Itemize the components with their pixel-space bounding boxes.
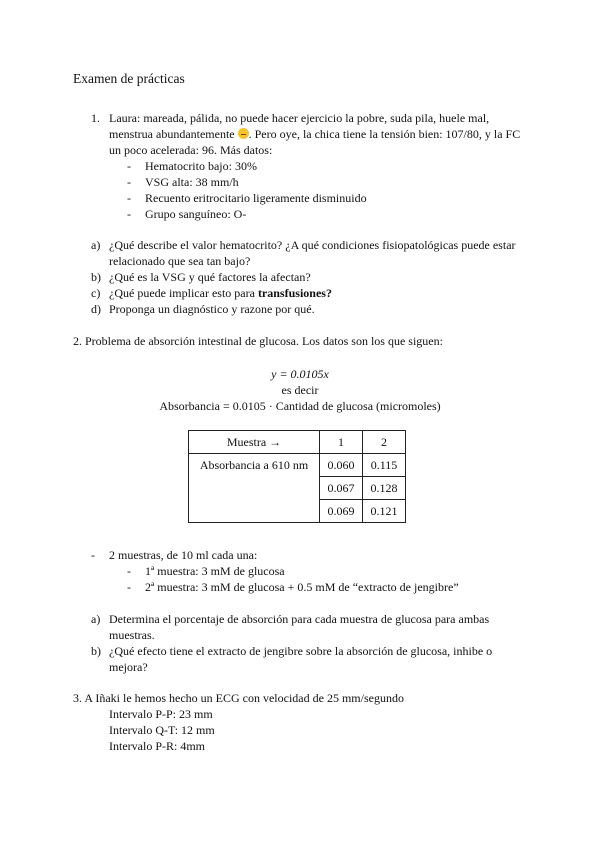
q1b-label: b): [91, 270, 101, 284]
table-header-cell: 2: [363, 431, 406, 454]
table-cell: 0.069: [320, 500, 363, 523]
dash-marker: -: [127, 159, 131, 173]
q1d-label: d): [91, 302, 101, 316]
table-cell: 0.060: [320, 454, 363, 477]
q3-intro: 3. A Iñaki le hemos hecho un ECG con velocidad de 25 mm/segundo: [73, 691, 404, 705]
table-row-label: Absorbancia a 610 nm: [189, 454, 320, 523]
q2b-line1: ¿Qué efecto tiene el extracto de jengibre sobre la absorción de glucosa, inhibe o: [109, 644, 493, 658]
q1a-line2: relacionado que sea tan bajo?: [109, 254, 251, 268]
q1-number: 1.: [91, 111, 100, 125]
q3-interval: Intervalo P-P: 23 mm: [109, 707, 213, 721]
q1c-text: [109, 285, 332, 301]
q1-line3: un poco acelerada: 96. Más datos:: [109, 143, 273, 157]
q2-intro: 2. Problema de absorción intestinal de glucosa. Los datos son los que siguen:: [73, 334, 443, 348]
q1-bullet: Recuento eritrocitario ligeramente disminuido: [145, 191, 367, 205]
q2a-line2: muestras.: [109, 628, 155, 642]
dash-marker: -: [127, 580, 131, 594]
q2-sample-main: 2 muestras, de 10 ml cada una:: [109, 548, 258, 562]
q2b-label: b): [91, 644, 101, 658]
q1-line2b: . Pero oye, la chica tiene la tensión bien: 107/80, y la FC: [248, 127, 521, 141]
q3-interval: Intervalo P-R: 4mm: [109, 739, 205, 753]
page-title: Examen de prácticas: [73, 71, 185, 86]
q1d-text: Proponga un diagnóstico y razone por qué.: [109, 302, 315, 316]
q1a-label: a): [91, 238, 101, 252]
absorbance-table: [188, 430, 406, 523]
q1-line1: Laura: mareada, pálida, no puede hacer ejercicio la pobre, suda pila, huele mal,: [109, 111, 490, 125]
q1-bullet: VSG alta: 38 mm/h: [145, 175, 239, 189]
q1-line2a: menstrua abundantemente: [109, 127, 235, 141]
q3-interval: Intervalo Q-T: 12 mm: [109, 723, 215, 737]
q1c-label: c): [91, 286, 101, 300]
q1-line2: [109, 126, 520, 142]
dash-marker: -: [127, 207, 131, 221]
q2-sample: 2ª muestra: 3 mM de glucosa + 0.5 mM de “extracto de jengibre”: [145, 580, 459, 594]
table-cell: 0.121: [363, 500, 406, 523]
q1-bullet: Hematocrito bajo: 30%: [145, 159, 257, 173]
dash-marker: -: [91, 548, 95, 562]
q2-es-decir: es decir: [281, 383, 319, 397]
table-cell: 0.128: [363, 477, 406, 500]
q1c-bold: transfusiones?: [257, 286, 332, 300]
table-cell: 0.115: [363, 454, 406, 477]
q2b-line2: mejora?: [109, 660, 148, 674]
table-header-cell: Muestra →: [189, 431, 320, 454]
q2-formula2: Absorbancia = 0.0105 · Cantidad de glucosa (micromoles): [159, 399, 441, 413]
dash-marker: -: [127, 175, 131, 189]
q2-sample: 1ª muestra: 3 mM de glucosa: [145, 564, 285, 578]
q1c-plain: ¿Qué puede implicar esto para: [109, 286, 258, 300]
table-cell: 0.067: [320, 477, 363, 500]
table-row: [189, 454, 406, 477]
sad-face-icon: [238, 128, 249, 139]
q2a-label: a): [91, 612, 101, 626]
q2-formula: y = 0.0105x: [271, 367, 329, 381]
q1b-text: ¿Qué es la VSG y qué factores la afectan?: [109, 270, 311, 284]
table-header-row: [189, 431, 406, 454]
table-header-cell: 1: [320, 431, 363, 454]
q1a-line1: ¿Qué describe el valor hematocrito? ¿A qué condiciones fisiopatológicas puede estar: [109, 238, 516, 252]
dash-marker: -: [127, 564, 131, 578]
q1-bullet: Grupo sanguíneo: O-: [145, 207, 247, 221]
dash-marker: -: [127, 191, 131, 205]
q2a-line1: Determina el porcentaje de absorción para cada muestra de glucosa para ambas: [109, 612, 490, 626]
